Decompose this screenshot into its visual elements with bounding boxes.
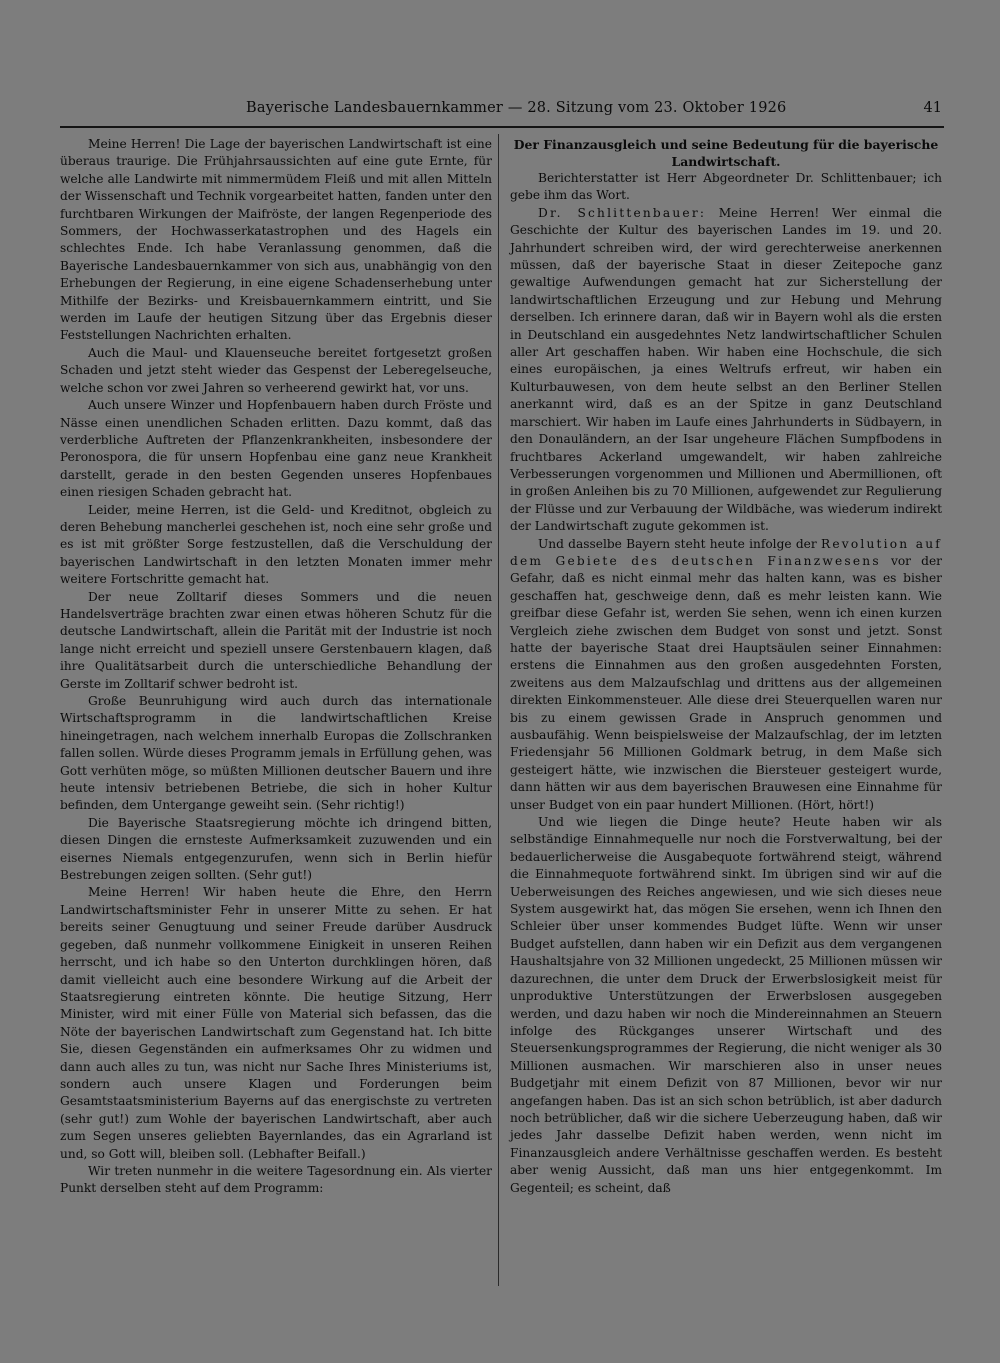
paragraph: Berichterstatter ist Herr Abgeordneter Dr. Schlittenbauer; ich gebe ihm das Wort. — [510, 171, 942, 203]
right-column — [510, 136, 942, 1197]
paragraph: Der neue Zolltarif dieses Sommers und die neuen Handelsverträge brachten zwar einen etwas höheren Schutz für die deutsche Landwirtschaft, allein die Parität mit der Industrie ist noch lange nicht erreicht und speziell unsere Gerstenbauern klagen, daß ihre Qualitätsarbeit durch die unterschiedliche Behandlung der Gerste im Zolltarif schwer bedroht ist. — [60, 589, 492, 691]
paragraph — [510, 536, 942, 815]
paragraph: Große Beunruhigung wird auch durch das internationale Wirtschaftsprogramm in die landwirtschaftlichen Kreise hineingetragen, nach welchem innerhalb Europas die Zollschranken fallen sollen. Würde dieses Programm jemals in Erfüllung gehen, was Gott verhüten möge, so müßten Millionen deutscher Bauern und ihre heute intensiv betriebenen Betriebe, die sich in hoher Kultur befinden, dem Untergange geweiht sein. (Sehr richtig!) — [60, 694, 492, 813]
left-column — [60, 136, 492, 1198]
paragraph: Auch unsere Winzer und Hopfenbauern haben durch Fröste und Nässe einen unendlichen Schaden erlitten. Dazu kommt, daß das verderbliche Auftreten der Pflanzenkrankheiten, insbesondere der Peronospora, die für unsern Hopfenbau eine ganz neue Krankheit darstellt, gerade in den besten Gegenden unseres Hopfenbaues einen riesigen Schaden gebracht hat. — [60, 398, 492, 500]
paragraph: Und wie liegen die Dinge heute? Heute haben wir als selbständige Einnahmequelle nur noch die Forstverwaltung, bei der bedauerlicherweise die Ausgabequote fortwährend steigt, während die Einnahmequote fortwährend sinkt. Im übrigen sind wir auf die Ueberweisungen des Reiches angewiesen, und wie sich dieses neue System ausgewirkt hat, das mögen Sie ersehen, wenn ich Ihnen den Schleier über unser kommendes Budget lüfte. Wenn wir unser Budget aufstellen, dann haben wir ein Defizit aus dem vergangenen Haushaltsjahre von 32 Millionen ungedeckt, 25 Millionen müssen wir dazurechnen, die unter dem Druck der Erwerbslosigkeit meist für unproduktive Unterstützungen der Erwerbslosen ausgegeben werden, und dazu haben wir noch die Mindereinnahmen an Steuern infolge des Rückganges unserer Wirtschaft und des Steuersenkungsprogrammes der Regierung, die nicht weniger als 30 Millionen ausmachen. Wir marschieren also in unser neues Budgetjahr mit einem Defizit von 87 Millionen, bevor wir nur angefangen haben. Das ist an sich schon betrüblich, ist aber dadurch noch betrüblicher, daß wir die sichere Ueberzeugung haben, daß wir jedes Jahr dasselbe Defizit haben werden, wenn nicht im Finanzausgleich andere Verhältnisse geschaffen werden. Es besteht aber wenig Aussicht, daß man uns hier entgegenkommt. Im Gegenteil; es scheint, daß — [510, 815, 942, 1195]
text-run: vor der Gefahr, daß es nicht einmal mehr das halten kann, was es bisher geschaffen hat, geschweige denn, daß es mehr leisten kann. Wie greifbar diese Gefahr ist, werden Sie sehen, wenn ich einen kurzen Vergleich ziehe zwischen dem Budget von sonst und jetzt. Sonst hatte der bayerische Staat drei Hauptsäulen seiner Einnahmen: erstens die Einnahmen aus den großen ausgedehnten Forsten, zweitens aus dem Malzaufschlag und drittens aus der allgemeinen direkten Einkommensteuer. Alle diese drei Steuerquellen waren nur bis zu einem gewissen Grade in Anspruch genommen und ausbaufähig. Wenn beispielsweise der Malzaufschlag, der im letzten Friedensjahr 56 Millionen Goldmark betrug, in dem Maße sich gesteigert hätte, wie inzwischen die Biersteuer gesteigert wurde, dann hätten wir aus dem bayerischen Brauwesen eine Einnahme für unser Budget von ein paar hundert Millionen. (Hört, hört!) — [510, 553, 942, 812]
paragraph: Wir treten nunmehr in die weitere Tagesordnung ein. Als vierter Punkt derselben steht auf dem Programm: — [60, 1163, 492, 1196]
text-run: Und dasselbe Bayern steht heute infolge der — [538, 536, 821, 551]
paragraph: Meine Herren! Wir haben heute die Ehre, den Herrn Landwirtschaftsminister Fehr in unserer Mitte zu sehen. Er hat bereits seiner Genugtuung und seiner Freude darüber Ausdruck gegeben, daß nunmehr vollkommene Einigkeit in unseren Reihen herrscht, und ich habe so den Unterton durchklingen hören, daß damit vielleicht auch eine besondere Wirkung auf die Arbeit der Staatsregierung eintreten könnte. Die heutige Sitzung, Herr Minister, wird mit einer Fülle von Material sich befassen, das die Nöte der bayerischen Landwirtschaft zum Gegenstand hat. Ich bitte Sie, diesen Gegenständen ein aufmerksames Ohr zu widmen und dann auch alles zu tun, was nicht nur Sache Ihres Ministeriums ist, sondern auch unsere Klagen und Forderungen beim Gesamtstaatsministerium Bayerns auf das energischste zu vertreten (sehr gut!) zum Wohle der bayerischen Landwirtschaft, aber auch zum Segen unseres geliebten Bayernlandes, das ein Agrarland ist und, so Gott will, bleiben soll. (Lebhafter Beifall.) — [60, 885, 492, 1161]
emphasized-text: Revolution auf dem Gebiete des deutschen Finanzwesens — [510, 536, 942, 568]
speaker-name: Dr. Schlittenbauer: — [538, 205, 707, 220]
page-header — [60, 100, 944, 124]
paragraph: Die Bayerische Staatsregierung möchte ich dringend bitten, diesen Dingen die ernsteste Aufmerksamkeit zuzuwenden und ein eisernes Niemals entgegenzurufen, wenn sich in Berlin hiefür Bestrebungen zeigen sollten. (Sehr gut!) — [60, 815, 492, 883]
header-rule — [60, 126, 944, 128]
paragraph — [510, 205, 942, 536]
section-heading: Der Finanzausgleich und seine Bedeutung für die bayerische Landwirtschaft. — [513, 137, 939, 169]
running-title: Bayerische Landesbauernkammer — 28. Sitzung vom 23. Oktober 1926 — [246, 100, 787, 116]
column-divider — [498, 134, 499, 1286]
paragraph: Auch die Maul- und Klauenseuche bereitet fortgesetzt großen Schaden und jetzt steht wieder das Gespenst der Leberegelseuche, welche schon vor zwei Jahren so verheerend gewirkt hat, vor uns. — [60, 345, 492, 395]
page-number: 41 — [923, 100, 942, 116]
paragraph: Leider, meine Herren, ist die Geld- und Kreditnot, obgleich zu deren Behebung mancherlei geschehen ist, noch eine sehr große und es ist mit größter Sorge festzustellen, daß die Verschuldung der bayerischen Landwirtschaft in den letzten Monaten immer mehr weitere Fortschritte gemacht hat. — [60, 502, 492, 587]
speech-text: Meine Herren! Wer einmal die Geschichte der Kultur des bayerischen Landes im 19. und 20. Jahrhundert schreiben wird, der wird gerechterweise anerkennen müssen, daß der bayerische Staat in dieser Zeitepoche ganz gewaltige Aufwendungen gemacht hat zur Sicherstellung der landwirtschaftlichen Erzeugung und zur Hebung und Mehrung derselben. Ich erinnere daran, daß wir in Bayern wohl als die ersten in Deutschland ein ausgedehntes Netz landwirtschaftlicher Schulen aller Art geschaffen haben. Wir haben eine Hochschule, die sich eines europäischen, ja eines Weltrufs erfreut, wir haben ein Kulturbauwesen, von dem heute selbst an den Berliner Stellen anerkannt wird, daß es an der Spitze in ganz Deutschland marschiert. Wir haben im Laufe eines Jahrhunderts in Südbayern, in den Donauländern, an der Isar ungeheure Flächen Sumpfbodens in fruchtbares Ackerland umgewandelt, wir haben zahlreiche Verbesserungen vorgenommen und Millionen und Abermillionen, oft in großen Anleihen bis zu 70 Millionen, aufgewendet zur Regulierung der Flüsse und zur Verbauung der Wildbäche, was wiederum indirekt der Landwirtschaft zugute gekommen ist. — [510, 205, 943, 534]
paragraph: Meine Herren! Die Lage der bayerischen Landwirtschaft ist eine überaus traurige. Die Frühjahrsaussichten auf eine gute Ernte, für welche alle Landwirte mit nimmermüdem Fleiß und mit allen Mitteln der Wissenschaft und Technik vorgearbeitet hatten, fanden unter den furchtbaren Wirkungen der Maifröste, der langen Regenperiode des Sommers, der Hochwasserkatastrophen und des Hagels ein schlechtes Ende. Ich habe Veranlassung genommen, daß die Bayerische Landesbauernkammer von sich aus, unabhängig von den Erhebungen der Regierung, in eine eigene Schadenserhebung unter Mithilfe der Bezirks- und Kreisbauernkammern eintritt, und Sie werden im Laufe der heutigen Sitzung über das Ergebnis dieser Feststellungen Nachrichten erhalten. — [60, 137, 492, 343]
